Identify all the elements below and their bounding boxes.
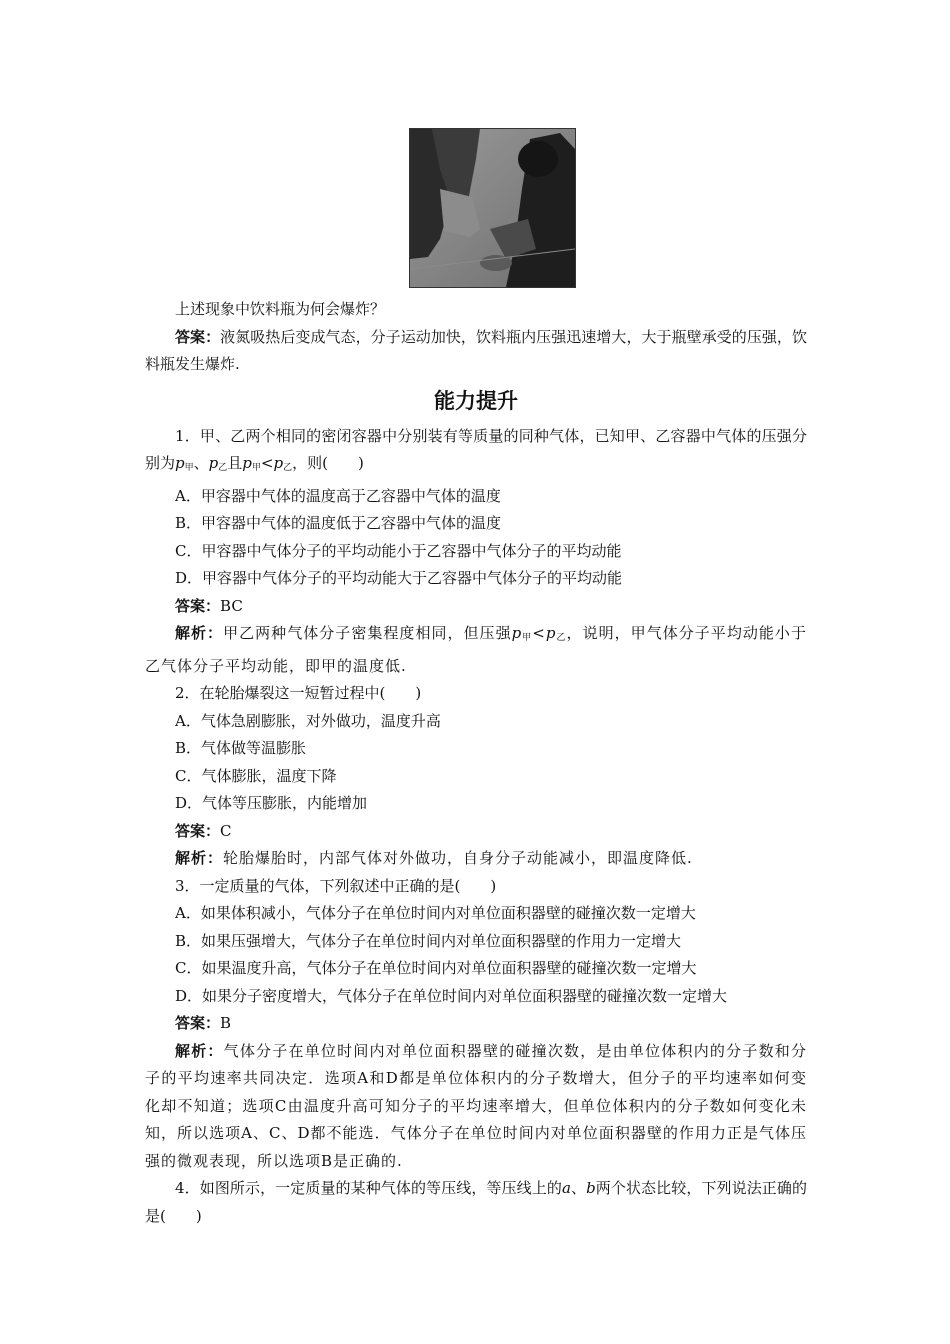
intro-answer	[145, 324, 807, 379]
q1-option-a: A．甲容器中气体的温度高于乙容器中气体的温度	[175, 486, 501, 505]
q1-stem: 1．甲、乙两个相同的密闭容器中分别装有等质量的同种气体，已知甲、乙容器中气体的压强分别为$p_甲$、$p_乙$且$p_甲<p_乙$，则( )	[145, 426, 807, 473]
q2-stem: 2．在轮胎爆裂这一短暂过程中( )	[175, 684, 422, 702]
q2-option-d: D．气体等压膨胀，内能增加	[175, 794, 368, 812]
q4-stem: 4．如图所示，一定质量的某种气体的等压线，等压线上的a、b两个状态比较，下列说法正确的是( )	[145, 1179, 807, 1225]
q3-stem: 3．一定质量的气体，下列叙述中正确的是( )	[175, 876, 497, 895]
q1-option-b: B．甲容器中气体的温度低于乙容器中气体的温度	[175, 514, 502, 532]
section-title: 能力提升	[434, 388, 518, 413]
q3-option-a: A．如果体积减小，气体分子在单位时间内对单位面积器壁的碰撞次数一定增大	[175, 904, 696, 922]
document-body	[145, 296, 807, 1230]
q2-option-a: A．气体急剧膨胀，对外做功，温度升高	[175, 711, 441, 730]
q1-answer: 答案：BC	[175, 596, 243, 615]
q2-option-b: B．气体做等温膨胀	[175, 739, 307, 757]
q3-option-d: D．如果分子密度增大，气体分子在单位时间内对单位面积器壁的碰撞次数一定增大	[175, 986, 728, 1005]
q3-option-c: C．如果温度升高，气体分子在单位时间内对单位面积器壁的碰撞次数一定增大	[175, 959, 697, 977]
q2-option-c: C．气体膨胀，温度下降	[175, 766, 337, 785]
q3-option-b: B．如果压强增大，气体分子在单位时间内对单位面积器壁的作用力一定增大	[175, 931, 682, 950]
q1-option-d: D．甲容器中气体分子的平均动能大于乙容器中气体分子的平均动能	[175, 569, 623, 587]
q1-option-c: C．甲容器中气体分子的平均动能小于乙容器中气体分子的平均动能	[175, 541, 622, 560]
intro-question: 上述现象中饮料瓶为何会爆炸？	[175, 300, 386, 318]
answer-text: 液氮吸热后变成气态，分子运动加快，饮料瓶内压强迅速增大，大于瓶壁承受的压强，饮料瓶发生爆炸.	[145, 327, 807, 373]
q1-analysis: 解析：甲乙两种气体分子密集程度相同，但压强$p_甲<p_乙$，说明，甲气体分子平均动能小于乙气体分子平均动能，即甲的温度低.	[145, 624, 807, 675]
q2-answer: 答案：C	[175, 821, 232, 840]
q3-answer: 答案：B	[175, 1014, 232, 1032]
answer-label: 答案：	[175, 327, 221, 346]
photo-illustration	[409, 128, 576, 288]
q2-analysis: 解析：轮胎爆胎时，内部气体对外做功，自身分子动能减小，即温度降低.	[175, 849, 693, 867]
q3-analysis: 解析：气体分子在单位时间内对单位面积器壁的碰撞次数，是由单位体积内的分子数和分子的平均速率共同决定．选项A和D都是单位体积内的分子数增大，但分子的平均速率如何变化却不知道；选项C由温度升高可知分子的平均速率增大，但单位体积内的分子数如何变化未知，所以选项A、C、D都不能选．气体分子在单位时间内对单位面积器壁的作用力正是气体压强的微观表现，所以选项B是正确的.	[145, 1041, 807, 1170]
